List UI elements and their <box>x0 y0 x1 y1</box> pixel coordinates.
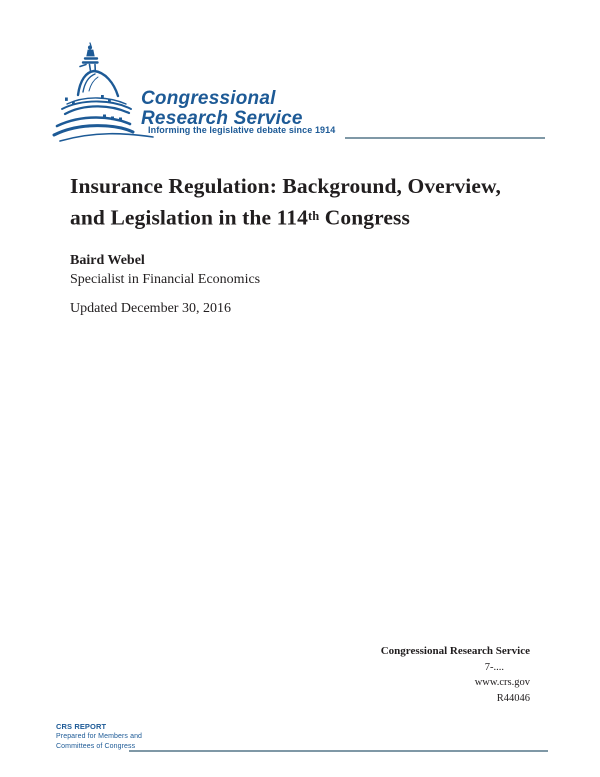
author-block <box>70 251 260 289</box>
report-meta-block <box>381 644 530 706</box>
meta-org-name: Congressional Research Service <box>380 645 530 657</box>
footer-line2: Committees of Congress <box>56 743 136 750</box>
meta-phone: 7-.... <box>484 661 504 673</box>
crs-logo-line1: Congressional <box>141 88 276 109</box>
report-title-line2 <box>70 201 501 233</box>
masthead-rule <box>345 137 545 139</box>
footer-line1: Prepared for Members and <box>56 733 143 740</box>
crs-logo-tagline: Informing the legislative debate since 1914 <box>148 125 336 135</box>
report-title-line2-text: and Legislation in the 114 <box>70 205 308 230</box>
author-role: Specialist in Financial Economics <box>70 272 261 287</box>
report-title-line1: Insurance Regulation: Background, Overview, <box>70 174 501 198</box>
author-name: Baird Webel <box>70 253 145 268</box>
updated-date: Updated December 30, 2016 <box>70 301 231 316</box>
report-title-line2-end: Congress <box>319 205 410 230</box>
crs-footer <box>56 722 142 752</box>
report-number: R44046 <box>496 692 530 704</box>
meta-website: www.crs.gov <box>474 677 530 689</box>
crs-logo-line2: Research Service <box>141 107 303 129</box>
footer-label: CRS REPORT <box>56 722 107 731</box>
ordinal-suffix: th <box>307 209 320 223</box>
footer-rule <box>129 750 548 752</box>
report-title <box>70 171 501 233</box>
crs-logo-wordmark <box>141 89 303 128</box>
